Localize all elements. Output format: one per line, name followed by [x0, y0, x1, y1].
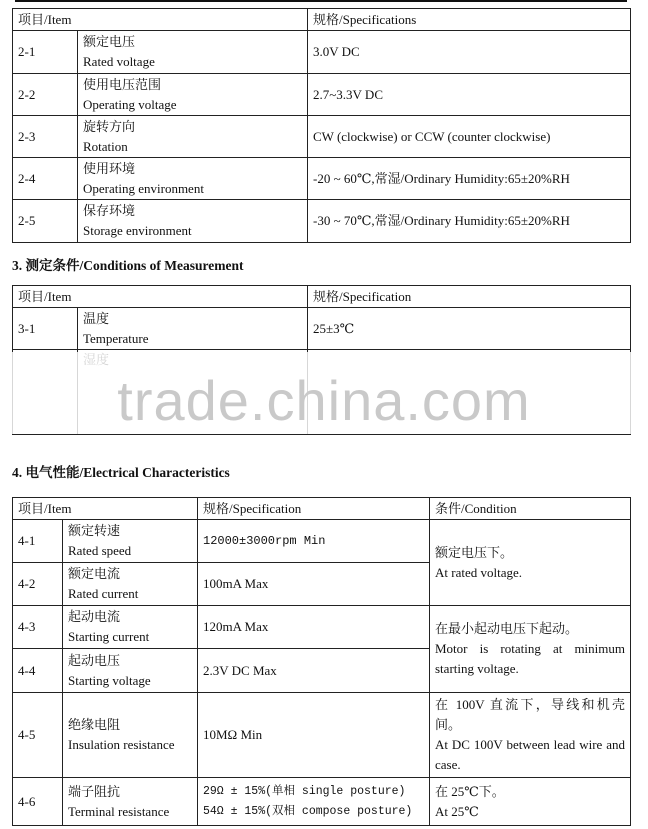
item-en: Operating environment — [83, 180, 204, 196]
item-zh: 使用电压范围 — [83, 76, 162, 92]
condition-cell — [430, 606, 631, 693]
condition-en: At 25℃ — [435, 803, 479, 819]
item-en: Rated voltage — [83, 54, 155, 69]
spec-value: 100mA Max — [198, 563, 430, 606]
row-number: 2-3 — [13, 116, 78, 158]
item-cell — [78, 200, 308, 243]
condition-cell — [430, 778, 631, 826]
row-number: 2-5 — [13, 200, 78, 243]
spec-line-1: 29Ω ± 15%(单相 single posture) — [203, 784, 406, 798]
top-rule — [15, 0, 627, 2]
table-header-row — [13, 9, 631, 31]
item-en: Terminal resistance — [68, 803, 170, 819]
item-cell — [78, 116, 308, 158]
table-row — [13, 778, 631, 826]
spec-value — [198, 778, 430, 826]
table-row — [13, 116, 631, 158]
header-item: 项目/Item — [13, 286, 308, 308]
item-en: Temperature — [83, 330, 149, 346]
row-number: 3-1 — [13, 308, 78, 350]
row-number: 2-1 — [13, 31, 78, 74]
condition-en: Motor is rotating at minimum starting voltage. — [435, 641, 625, 676]
table-row — [13, 31, 631, 74]
table-row — [13, 606, 631, 649]
table-row — [13, 520, 631, 563]
table-row — [13, 308, 631, 350]
spec-value: CW (clockwise) or CCW (counter clockwise) — [308, 116, 631, 158]
item-cell — [78, 158, 308, 200]
item-en: Rotation — [83, 138, 128, 154]
spec-value: -30 ~ 70℃,常湿/Ordinary Humidity:65±20%RH — [308, 200, 631, 243]
row-number: 4-3 — [13, 606, 63, 649]
item-cell — [63, 563, 198, 606]
specifications-table — [12, 8, 631, 243]
condition-cell — [430, 520, 631, 606]
condition-zh: 在 25℃下。 — [435, 783, 505, 799]
item-en: Starting current — [68, 629, 150, 644]
condition-zh: 在 100V 直流下，导线和机壳间。 — [435, 697, 625, 732]
header-item: 项目/Item — [13, 498, 198, 520]
section-heading-conditions: 3. 测定条件/Conditions of Measurement — [12, 258, 244, 273]
table-row — [13, 693, 631, 778]
spec-value: 120mA Max — [198, 606, 430, 649]
item-zh: 起动电压 — [68, 652, 121, 668]
item-zh: 旋转方向 — [83, 118, 136, 134]
item-zh: 保存环境 — [83, 203, 136, 218]
item-zh: 额定转速 — [68, 523, 121, 538]
item-zh: 起动电流 — [68, 609, 121, 624]
item-zh: 温度 — [83, 310, 110, 326]
row-number: 4-5 — [13, 693, 63, 778]
watermark: trade.china.com — [117, 369, 531, 432]
header-item: 项目/Item — [13, 9, 308, 31]
spec-value: 10MΩ Min — [198, 693, 430, 778]
item-cell — [63, 693, 198, 778]
header-spec: 规格/Specifications — [308, 9, 631, 31]
table-row — [13, 200, 631, 243]
item-cell — [63, 606, 198, 649]
item-cell — [63, 778, 198, 826]
item-cell — [63, 649, 198, 693]
condition-cell — [430, 693, 631, 778]
item-zh: 端子阻抗 — [68, 783, 121, 799]
header-spec: 规格/Specification — [308, 286, 631, 308]
table-row — [13, 158, 631, 200]
row-number: 4-6 — [13, 778, 63, 826]
item-zh: 绝缘电阻 — [68, 717, 121, 732]
spec-value: 3.0V DC — [308, 31, 631, 74]
spec-value: 12000±3000rpm Min — [198, 520, 430, 563]
item-cell — [78, 31, 308, 74]
item-cell — [78, 308, 308, 350]
row-number: 4-2 — [13, 563, 63, 606]
condition-zh: 在最小起动电压下起动。 — [435, 621, 579, 636]
item-zh: 额定电流 — [68, 566, 121, 581]
condition-en: At DC 100V between lead wire and case. — [435, 737, 625, 772]
row-number: 4-1 — [13, 520, 63, 563]
spec-value: 2.3V DC Max — [198, 649, 430, 693]
row-number: 2-4 — [13, 158, 78, 200]
item-en: Rated current — [68, 586, 139, 601]
spec-line-2: 54Ω ± 15%(双相 compose posture) — [203, 804, 413, 818]
condition-zh: 额定电压下。 — [435, 544, 514, 560]
spec-value: -20 ~ 60℃,常湿/Ordinary Humidity:65±20%RH — [308, 158, 631, 200]
item-zh: 额定电压 — [83, 34, 136, 49]
electrical-table — [12, 497, 631, 826]
item-en: Rated speed — [68, 543, 132, 558]
item-en: Starting voltage — [68, 672, 151, 688]
item-en: Insulation resistance — [68, 737, 175, 752]
row-number: 4-4 — [13, 649, 63, 693]
section-heading-electrical: 4. 电气性能/Electrical Characteristics — [12, 465, 230, 480]
table-header-row — [13, 286, 631, 308]
item-en: Operating voltage — [83, 96, 177, 112]
spec-value: 25±3℃ — [308, 308, 631, 350]
table-row — [13, 74, 631, 116]
item-cell — [78, 74, 308, 116]
item-zh: 使用环境 — [83, 160, 136, 176]
header-spec: 规格/Specification — [198, 498, 430, 520]
row-number: 2-2 — [13, 74, 78, 116]
item-en: Storage environment — [83, 223, 192, 238]
spec-value: 2.7~3.3V DC — [308, 74, 631, 116]
item-cell — [63, 520, 198, 563]
header-condition: 条件/Condition — [430, 498, 631, 520]
condition-en: At rated voltage. — [435, 564, 522, 580]
table-header-row — [13, 498, 631, 520]
